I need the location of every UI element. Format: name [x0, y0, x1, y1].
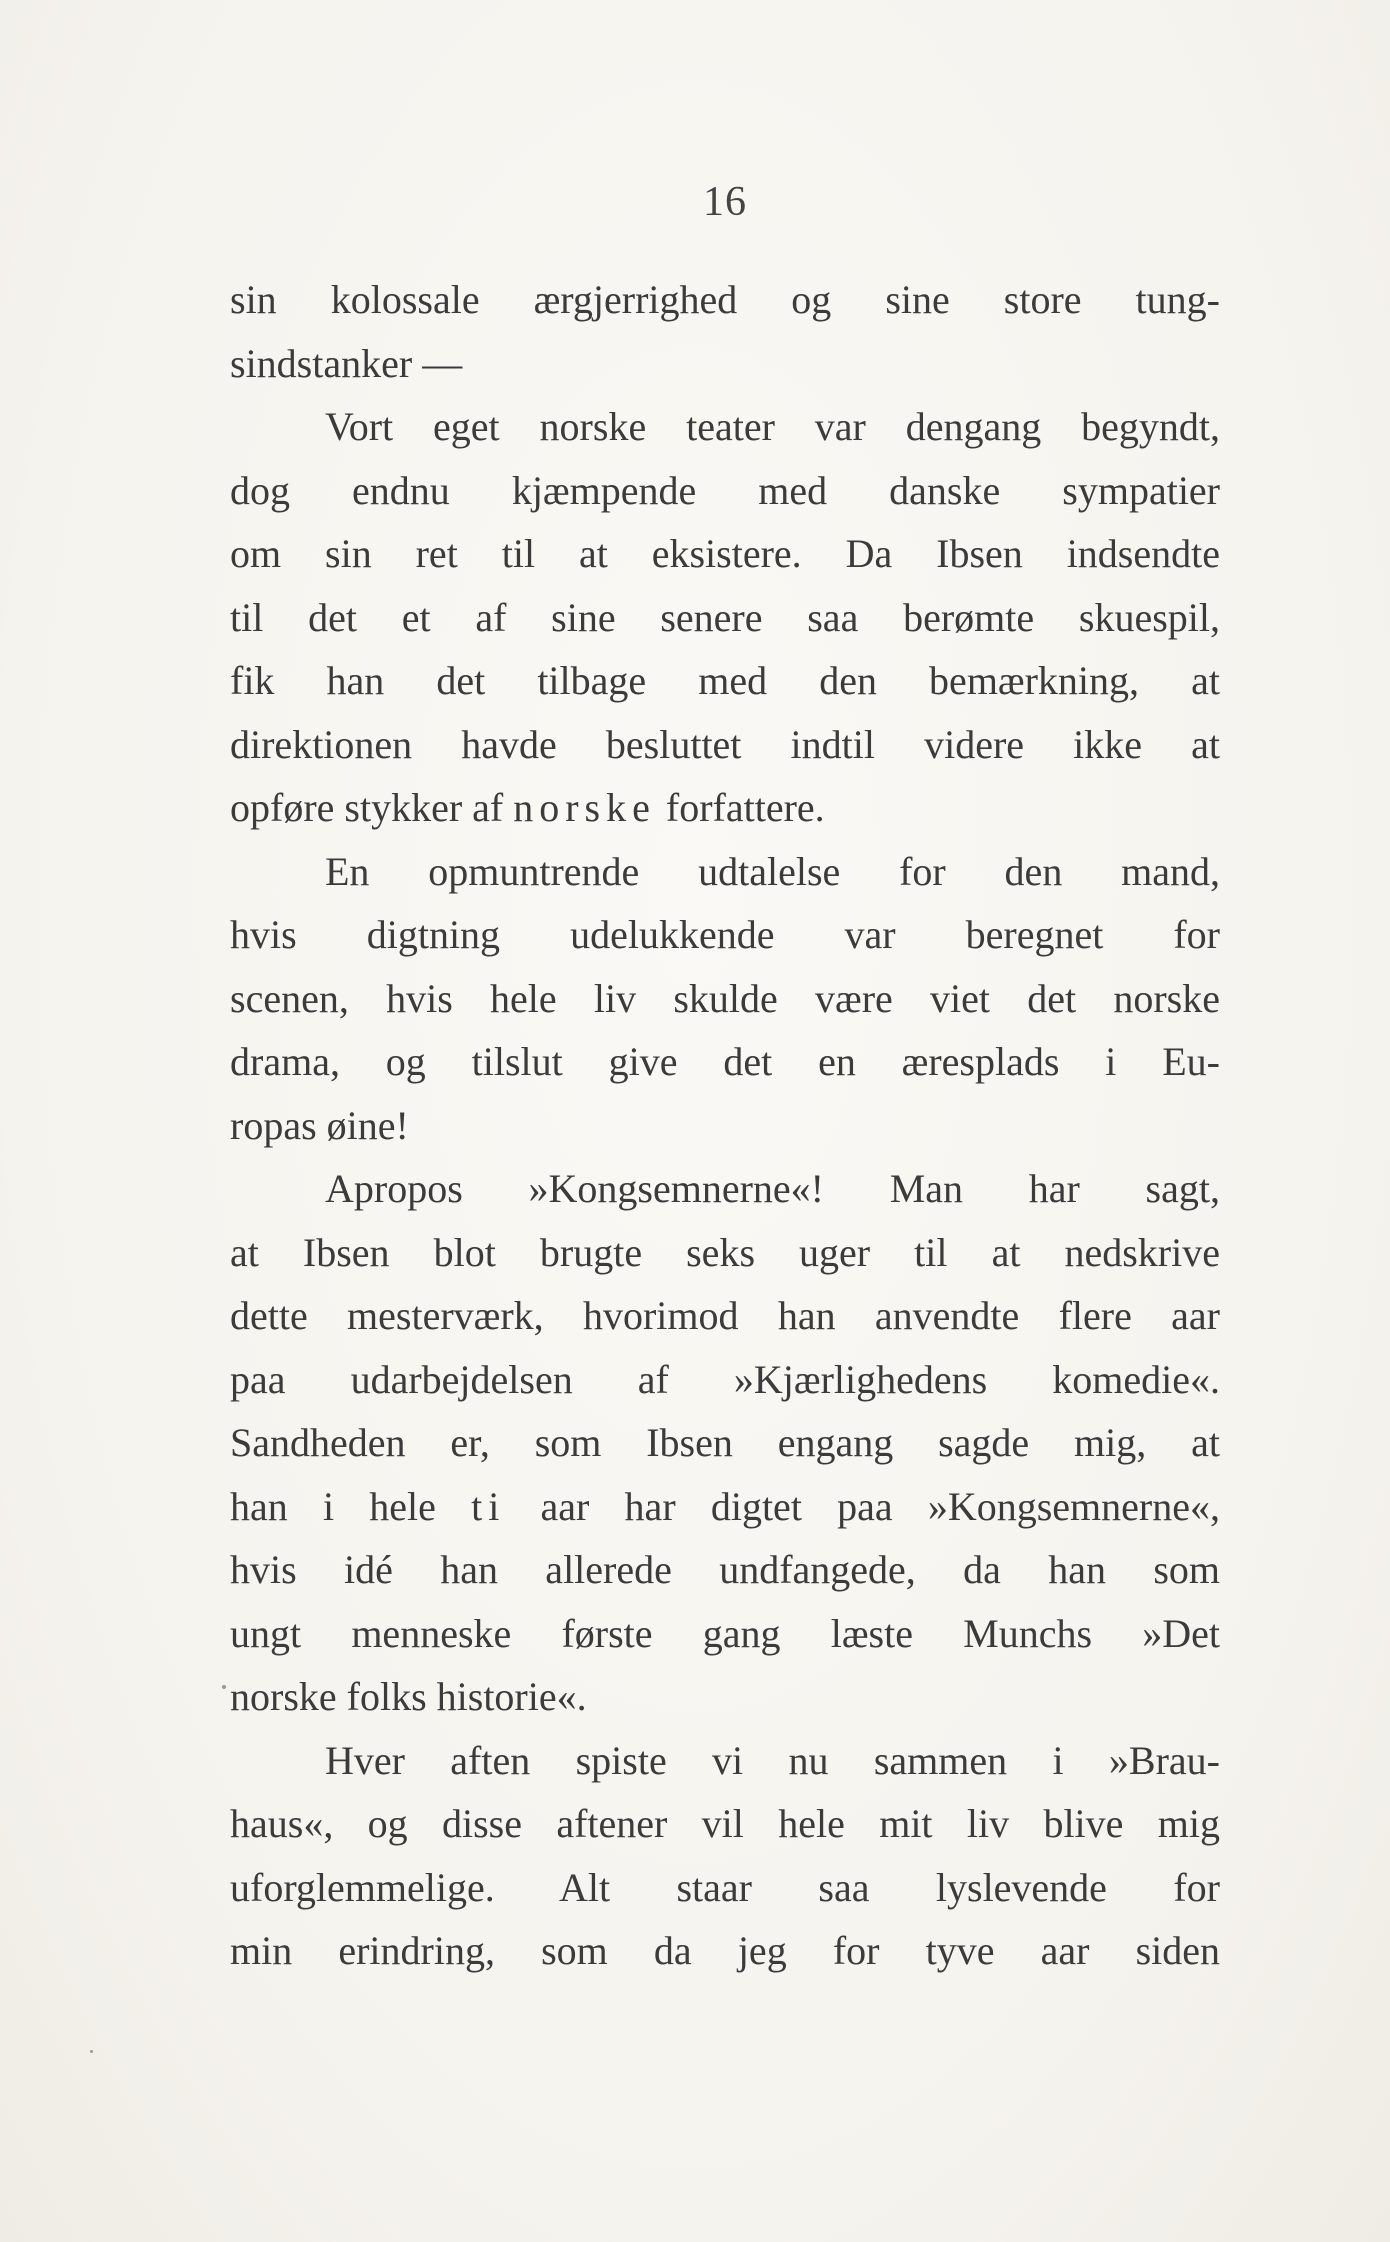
paper-speck	[90, 2050, 93, 2053]
paragraph-start-line: Hver aften spiste vi nu sammen i »Brau-	[325, 1737, 1220, 1783]
page-number: 16	[703, 179, 747, 225]
text-segment: aar har digtet paa »Kongsemnerne«,	[505, 1483, 1220, 1529]
text-line: fik han det tilbage med den bemærkning, at	[230, 658, 1220, 703]
text-line: sin kolossale ærgjerrighed og sine store tung-	[230, 277, 1220, 322]
text-line: dog endnu kjæmpende med danske sympatier	[230, 467, 1220, 513]
text-line	[230, 776, 1220, 840]
paragraph-start-line: Apropos »Kongsemnerne«! Man har sagt,	[325, 1166, 1220, 1211]
text-line: direktionen havde besluttet indtil videre ikke at	[230, 721, 1220, 767]
paper-speck	[222, 1685, 226, 1689]
text-line: ropas øine!	[230, 1102, 409, 1148]
body-text	[230, 268, 1220, 1983]
text-line: haus«, og disse aftener vil hele mit liv blive mig	[230, 1801, 1220, 1846]
text-line: til det et af sine senere saa berømte skuespil,	[230, 594, 1220, 640]
emphasized-word: norske	[513, 785, 656, 830]
paragraph-start-line: En opmuntrende udtalelse for den mand,	[325, 848, 1220, 894]
emphasized-word: ti	[471, 1483, 506, 1529]
text-segment: opføre stykker af	[230, 785, 514, 830]
text-line: om sin ret til at eksistere. Da Ibsen indsendte	[230, 531, 1220, 576]
text-line: sindstanker —	[230, 340, 463, 386]
text-line: scenen, hvis hele liv skulde være viet det norske	[230, 975, 1220, 1021]
text-line: at Ibsen blot brugte seks uger til at nedskrive	[230, 1229, 1220, 1275]
text-line: hvis idé han allerede undfangede, da han som	[230, 1547, 1220, 1592]
text-segment: forfattere.	[655, 785, 825, 830]
text-line: hvis digtning udelukkende var beregnet for	[230, 912, 1220, 957]
text-line: drama, og tilslut give det en æresplads i Eu-	[230, 1039, 1220, 1084]
text-line	[230, 1475, 1220, 1539]
text-line: paa udarbejdelsen af »Kjærlighedens komedie«.	[230, 1356, 1220, 1402]
text-segment: han i hele	[230, 1483, 472, 1529]
text-line: Sandheden er, som Ibsen engang sagde mig, at	[230, 1420, 1220, 1465]
text-line: ungt menneske første gang læste Munchs »Det	[230, 1610, 1220, 1656]
text-line: uforglemmelige. Alt staar saa lyslevende for	[230, 1864, 1220, 1910]
text-line: min erindring, som da jeg for tyve aar siden	[230, 1928, 1220, 1973]
text-line: dette mesterværk, hvorimod han anvendte flere aar	[230, 1293, 1220, 1338]
text-line: norske folks historie«.	[230, 1674, 587, 1719]
paragraph-start-line: Vort eget norske teater var dengang begyndt,	[325, 404, 1220, 449]
